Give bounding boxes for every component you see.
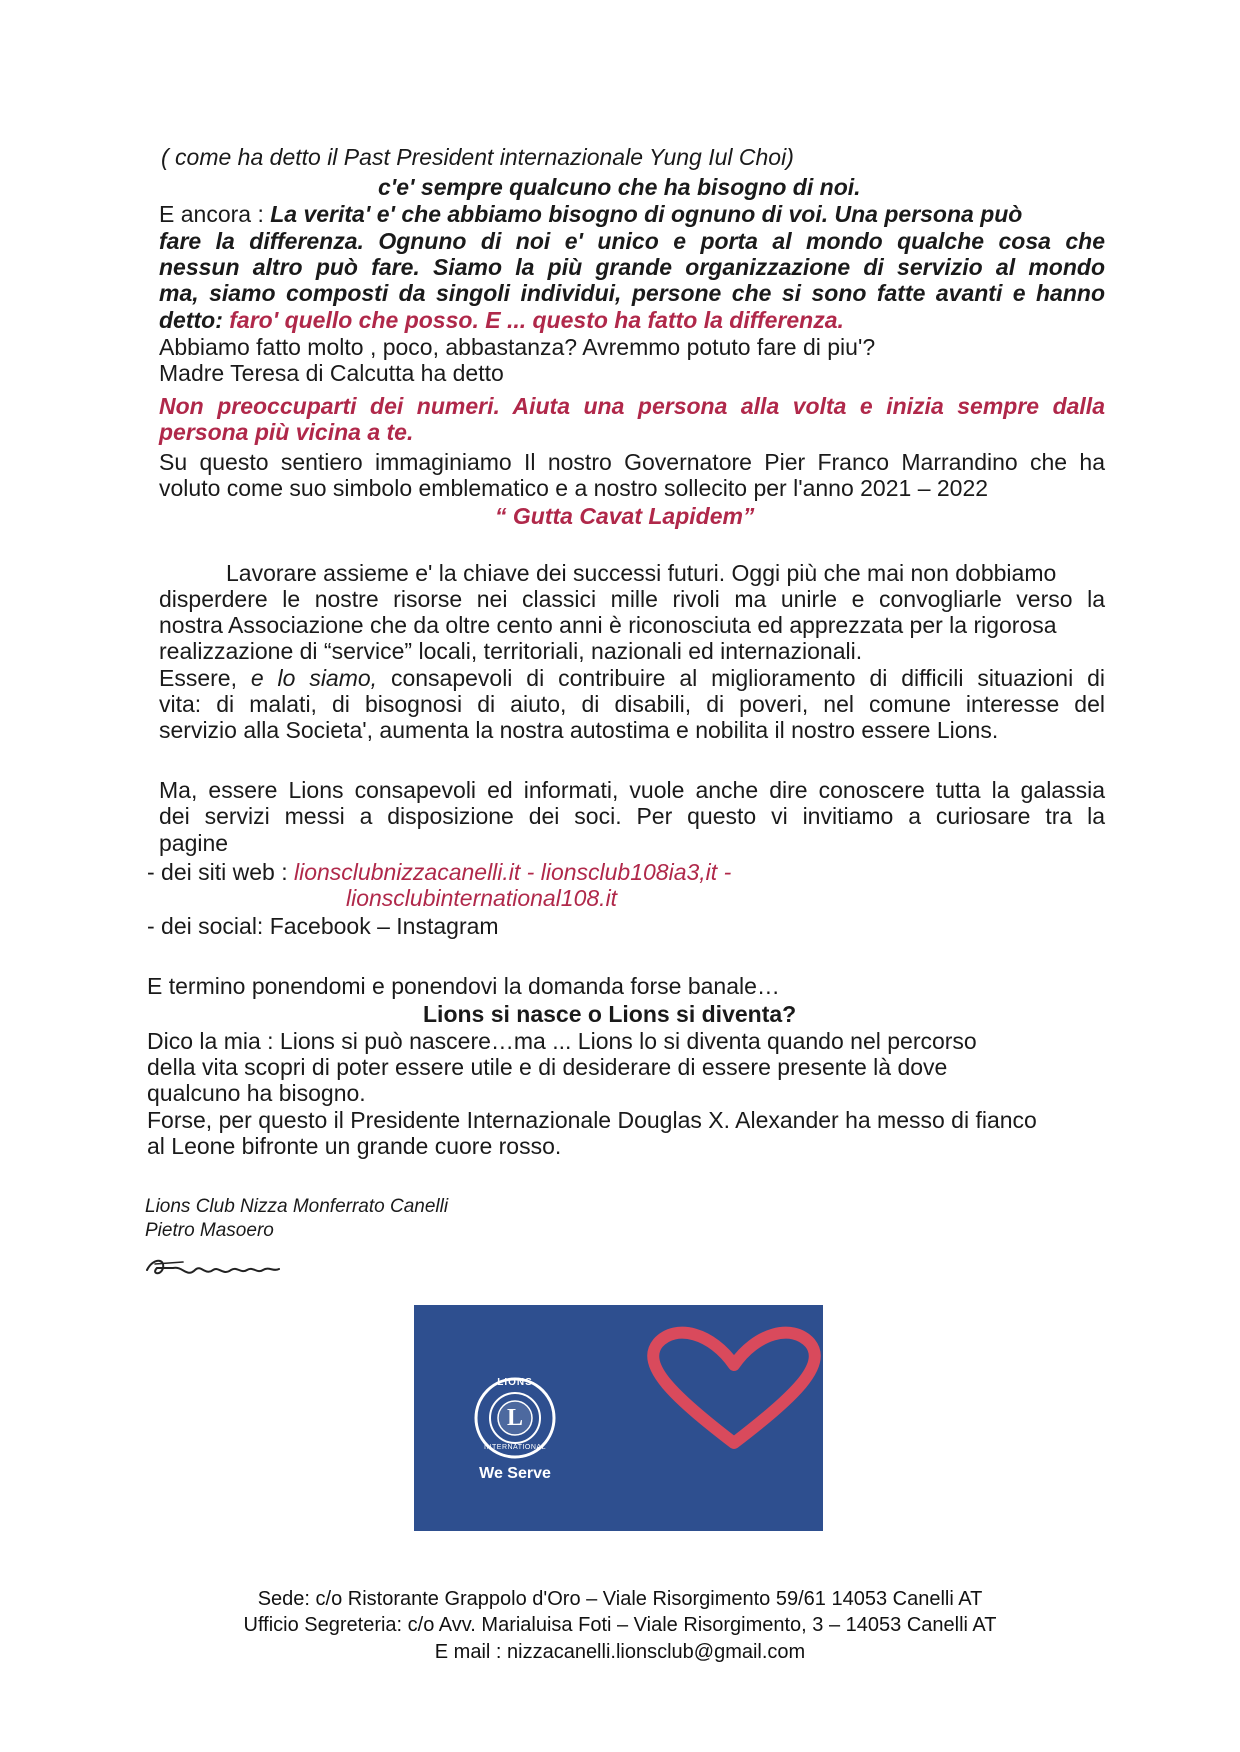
paragraph-line: pagine [159, 830, 229, 856]
social-line: - dei social: Facebook – Instagram [147, 913, 499, 939]
text-run: Essere, [159, 665, 251, 691]
text-run: - dei siti web : [147, 859, 294, 885]
paragraph-line: della vita scopri di poter essere utile e di desiderare di essere presente là dove [147, 1054, 948, 1080]
signature-name: Pietro Masoero [145, 1220, 274, 1241]
question-heading: Lions si nasce o Lions si diventa? [423, 1001, 797, 1027]
paragraph-line: fare la differenza. Ognuno di noi e' unico e porta al mondo qualche cosa che [159, 228, 1105, 254]
paragraph-line: dei servizi messi a disposizione dei soci. Per questo vi invitiamo a curiosare tra la [159, 803, 1105, 829]
signature-club: Lions Club Nizza Monferrato Canelli [145, 1196, 449, 1217]
paragraph-line: Lavorare assieme e' la chiave dei successi futuri. Oggi più che mai non dobbiamo [226, 560, 1057, 586]
paragraph-line: al Leone bifronte un grande cuore rosso. [147, 1133, 562, 1159]
paragraph-line: Ma, essere Lions consapevoli ed informati, vuole anche dire conoscere tutta la galassia [159, 777, 1105, 803]
footer-email[interactable]: E mail : nizzacanelli.lionsclub@gmail.com [434, 1641, 806, 1663]
motto: “ Gutta Cavat Lapidem” [495, 503, 755, 529]
paragraph-line: voluto come suo simbolo emblematico e a nostro sollecito per l'anno 2021 – 2022 [159, 475, 989, 501]
paragraph-line: Forse, per questo il Presidente Internazionale Douglas X. Alexander ha messo di fianco [147, 1107, 1037, 1133]
highlight-quote: faro' quello che posso. E ... questo ha fatto la differenza. [229, 307, 844, 333]
paragraph-line: Madre Teresa di Calcutta ha detto [159, 360, 504, 386]
text-run: detto: [159, 307, 230, 333]
paragraph-line: Su questo sentiero immaginiamo Il nostro Governatore Pier Franco Marrandino che ha [159, 449, 1105, 475]
paragraph-line: Abbiamo fatto molto , poco, abbastanza? Avremmo potuto fare di piu'? [159, 334, 876, 360]
lions-banner-art [414, 1305, 823, 1531]
websites-line [147, 858, 731, 886]
heart-icon [653, 1333, 815, 1443]
text-run-bold: La verita' e' che abbiamo bisogno di ognuno di voi. Una persona può [270, 201, 1023, 227]
quote-attribution: ( come ha detto il Past President internazionale Yung Iul Choi) [161, 144, 794, 170]
lions-banner [414, 1305, 823, 1531]
text-run: E ancora : [159, 201, 271, 227]
paragraph-line: vita: di malati, di bisognosi di aiuto, di disabili, di poveri, nel comune interesse del [159, 691, 1105, 717]
paragraph-line: Dico la mia : Lions si può nascere…ma ... Lions lo si diventa quando nel percorso [147, 1028, 977, 1054]
paragraph-line: nessun altro può fare. Siamo la più grande organizzazione di servizio al mondo [159, 254, 1105, 280]
paragraph-line: qualcuno ha bisogno. [147, 1080, 366, 1106]
text-run: consapevoli di contribuire al miglioramento di difficili situazioni di [377, 665, 1105, 691]
logo-letter: L [506, 1405, 523, 1431]
paragraph-line: servizio alla Societa', aumenta la nostra autostima e nobilita il nostro essere Lions. [159, 717, 999, 743]
highlight-quote: Non preoccuparti dei numeri. Aiuta una persona alla volta e inizia sempre dalla [159, 393, 1105, 419]
handwritten-signature [143, 1250, 283, 1290]
paragraph-line: realizzazione di “service” locali, territoriali, nazionali ed internazionali. [159, 638, 863, 664]
footer-address: Sede: c/o Ristorante Grappolo d'Oro – Viale Risorgimento 59/61 14053 Canelli AT [257, 1588, 983, 1610]
paragraph-line: nostra Associazione che da oltre cento anni è riconosciuta ed apprezzata per la rigorosa [159, 612, 1057, 638]
footer-office: Ufficio Segreteria: c/o Avv. Marialuisa Foti – Viale Risorgimento, 3 – 14053 Canelli AT [243, 1614, 997, 1636]
text-run-italic: e lo siamo, [250, 665, 378, 691]
paragraph-line [159, 664, 1105, 692]
quote-line: c'e' sempre qualcuno che ha bisogno di noi. [378, 174, 861, 200]
paragraph-line: E termino ponendomi e ponendovi la domanda forse banale… [147, 973, 780, 999]
paragraph-line: disperdere le nostre risorse nei classici mille rivoli ma unirle e convogliarle verso la [159, 586, 1105, 612]
banner-slogan: We Serve [479, 1465, 551, 1482]
paragraph-line: ma, siamo composti da singoli individui, persone che si sono fatte avanti e hanno [159, 280, 1105, 306]
website-links[interactable]: lionsclubnizzacanelli.it - lionsclub108ia3,it - [294, 859, 732, 885]
logo-bottom-text: INTERNATIONAL [484, 1444, 546, 1451]
website-link[interactable]: lionsclubinternational108.it [346, 885, 618, 911]
paragraph-line [159, 306, 844, 334]
logo-top-text: LIONS [497, 1377, 533, 1388]
highlight-quote: persona più vicina a te. [159, 419, 414, 445]
paragraph-line [159, 200, 1022, 228]
